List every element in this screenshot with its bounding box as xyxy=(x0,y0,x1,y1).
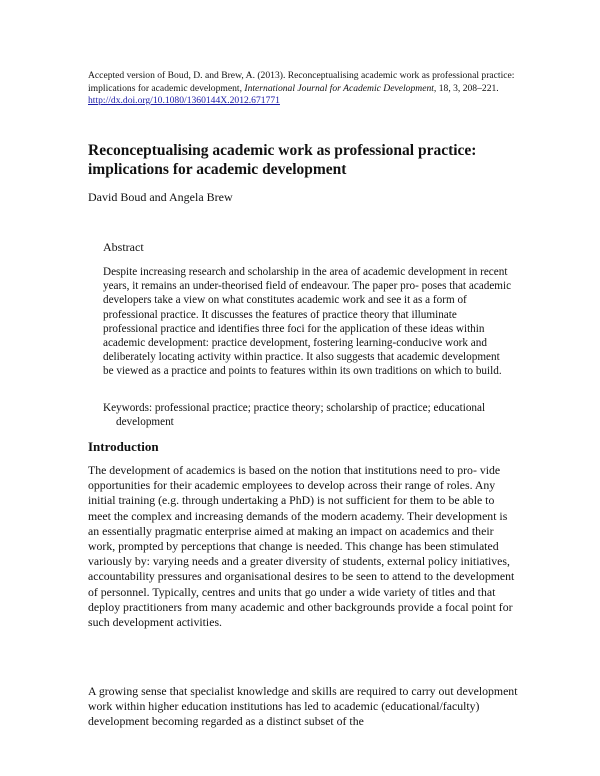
abstract-heading: Abstract xyxy=(103,240,144,254)
introduction-paragraph-1: The development of academics is based on the notion that institutions need to pro- vide opportunities for their academic employees to develop across their range of roles. Any initial training (e.g. through undertaking a PhD) is not sufficient for them to be able to meet the complex and increasing demands of the modern academy. Their development is an essentially pragmatic enterprise aimed at making an impact on academics and their work, prompted by perceptions that change is needed. This change has been stimulated variously by: varying needs and a greater diversity of students, external policy initiatives, accountability pressures and organisational desires to be seen to attend to the development of personnel. Typically, centres and units that go under a wide variety of titles and that deploy practitioners from many academic and other backgrounds provide a focal point for such development activities. xyxy=(88,463,515,630)
keywords: Keywords: professional practice; practice theory; scholarship of practice; educational development xyxy=(103,402,486,428)
abstract-body: Despite increasing research and scholarship in the area of academic development in recent years, it remains an under-theorised field of endeavour. The paper pro- poses that academic developers take a view on what constitutes academic work and see it as a form of professional practice. It discusses the features of practice theory that illuminate professional practice and identifies three foci for the application of these ideas within academic development: practice development, fostering learning-conducive work and deliberately locating activity within practice. It also suggests that academic development be viewed as a practice and points to features within its own traditions on which to build. xyxy=(103,266,512,378)
citation-text: Accepted version of Boud, D. and Brew, A. (2013). Reconceptualising academic work as professional practice: implications for academic development, xyxy=(88,70,515,94)
introduction-paragraph-2: A growing sense that specialist knowledge and skills are required to carry out development work within higher education institutions has led to academic (educational/faculty) development becoming regarded as a distinct subset of the xyxy=(88,684,518,729)
citation-note xyxy=(88,70,528,108)
authors: David Boud and Angela Brew xyxy=(88,190,233,204)
paper-title: Reconceptualising academic work as professional practice: implications for academic development xyxy=(88,142,477,178)
introduction-heading: Introduction xyxy=(88,439,159,454)
citation-issue: , 18, 3, 208–221. xyxy=(433,82,499,94)
doi-link[interactable]: http://dx.doi.org/10.1080/1360144X.2012.671771 xyxy=(88,95,280,106)
citation-journal: International Journal for Academic Development xyxy=(244,82,434,94)
